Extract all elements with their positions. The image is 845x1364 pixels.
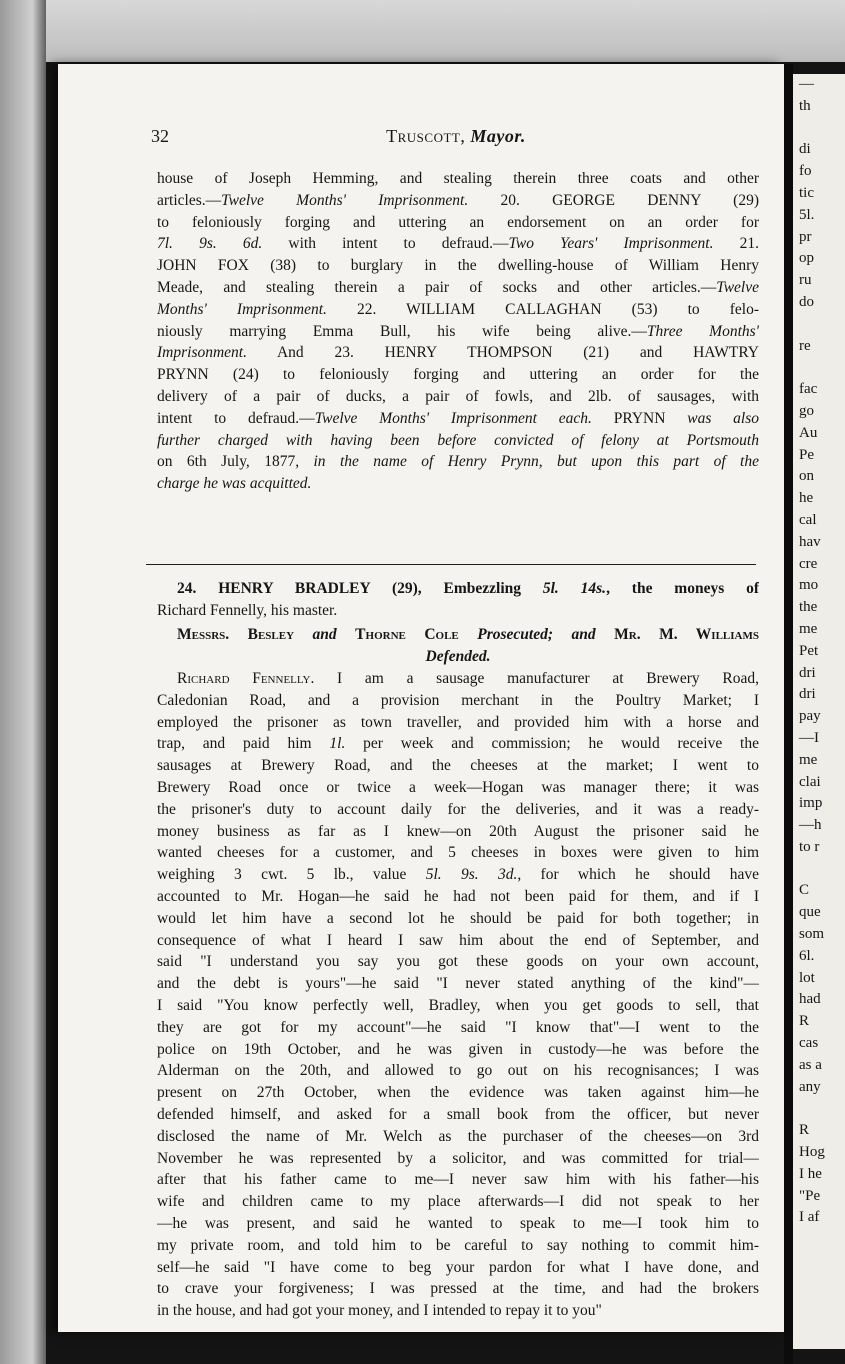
text-run: Twelve (716, 278, 759, 296)
facing-page-text-fragment: fac (799, 381, 818, 398)
facing-page-text-fragment: cre (799, 555, 818, 572)
facing-page-text-fragment (793, 357, 845, 379)
facing-page-text-fragment: the (799, 599, 818, 616)
testimony-line: employed the prisoner as town traveller, and provided him with a horse and (157, 713, 759, 731)
sentence-line (157, 233, 759, 255)
facing-page-text-fragment: had (799, 991, 821, 1008)
text-run: with intent to defraud.— (262, 235, 509, 253)
testimony-line: to crave your forgiveness; I was pressed at the time, and had the brokers (157, 1280, 759, 1298)
sentence-line (157, 321, 759, 343)
facing-page-text-fragment: cas (799, 1035, 819, 1052)
testimony-line: sausages at Brewery Road, and the cheeses at the market; I went to (157, 757, 759, 775)
facing-page-text-fragment: pay (799, 708, 821, 725)
facing-page-text-fragment: Hog (799, 1144, 825, 1161)
testimony-line: disclosed the name of Mr. Welch as the purchaser of the cheeses—on 3rd (157, 1127, 759, 1145)
sentence-line (157, 430, 759, 452)
testimony-line: they are got for my account"—he said "I know that"—I went to the (157, 1018, 759, 1036)
sentence-line (157, 342, 759, 364)
text-run: 5l. 14s. (542, 580, 607, 597)
testimony-line: November he was represented by a solicitor, and was committed for trial— (157, 1149, 759, 1167)
facing-page-text-fragment: imp (799, 795, 823, 812)
facing-page-text-fragment: me (799, 751, 818, 768)
sentence-line (157, 473, 759, 495)
facing-page-text-fragment: op (799, 250, 814, 267)
testimony-line: money business as far as I knew—on 20th August the prisoner said he (157, 822, 759, 840)
testimony-line: defended himself, and asked for a small book from the officer, but never (157, 1105, 759, 1123)
testimony-line: in the house, and had got your money, and I intended to repay it to you" (157, 1302, 602, 1320)
facing-page-text-fragment: as a (799, 1056, 822, 1073)
text-run: 21. (713, 235, 759, 253)
text-run: Imprisonment. (157, 344, 247, 362)
testimony-line: Caledonian Road, and a provision merchant in the Poultry Market; I (157, 691, 759, 709)
sentence-line (157, 451, 759, 473)
text-run: 5l. 9s. 3d. (425, 866, 518, 884)
running-head (151, 126, 761, 147)
testimony-line: —he was present, and said he wanted to speak to me—I took him to (157, 1214, 759, 1232)
facing-page-text-fragment: do (799, 293, 814, 310)
facing-page-text-fragment: clai (799, 773, 821, 790)
facing-page-text-fragment: to r (799, 838, 820, 855)
facing-page-text-fragment: go (799, 402, 814, 419)
testimony-line: my private room, and told him to be careful to say nothing to commit him- (157, 1236, 759, 1254)
scan-top-margin (0, 0, 845, 62)
facing-page-text-fragment: any (799, 1078, 821, 1095)
text-run: , for which he should have (517, 866, 759, 884)
text-run: 22. WILLIAM CALLAGHAN (53) to felo- (326, 300, 759, 318)
text-run: Prosecuted; and (458, 626, 615, 643)
text-run: 24. HENRY BRADLEY (29), Embezzling (177, 580, 543, 597)
text-run: intent to defraud.— (157, 409, 315, 427)
facing-page-text-fragment: som (799, 926, 825, 943)
counsel-line (157, 624, 759, 668)
facing-page-text-fragment (793, 314, 845, 336)
facing-page-text-fragment: on (799, 468, 814, 485)
text-run: was also (687, 409, 759, 427)
section-divider (146, 564, 756, 565)
sentence-line (157, 190, 759, 212)
facing-page-text-fragment: 6l. (799, 947, 815, 964)
text-run: articles.— (157, 191, 222, 209)
facing-page-text-fragment: Pe (799, 446, 814, 463)
text-run: Twelve Months' Imprisonment each. (314, 409, 592, 427)
case-title-line (157, 578, 759, 600)
facing-page-text-fragment: ru (799, 272, 812, 289)
text-run: on 6th July, 1877, (157, 453, 314, 471)
testimony-line (157, 668, 759, 690)
facing-page-text-fragment: R (799, 1013, 810, 1030)
facing-page-text-fragment: dri (799, 664, 816, 681)
text-run: Months' Imprisonment. (157, 300, 327, 318)
testimony-line: self—he said "I have come to beg your pardon for what I have done, and (157, 1258, 759, 1276)
facing-page-text-fragment (793, 859, 845, 881)
facing-page-text-fragment: — (799, 76, 814, 92)
text-run: in the name of Henry Prynn, but upon this part of the (313, 453, 759, 471)
text-run: And 23. HENRY THOMPSON (21) and HAWTRY (246, 344, 759, 362)
facing-page-text-fragment: cal (799, 511, 817, 528)
case-heading (157, 578, 759, 622)
testimony-paragraph (157, 668, 759, 1322)
facing-page-text-fragment: hav (799, 533, 821, 550)
testimony-line: police on 19th October, and he was given in custody—he was before the (157, 1040, 759, 1058)
text-run: 20. GEORGE DENNY (29) (468, 191, 759, 209)
sentence-line: to feloniously forging and uttering an endorsement on an order for (157, 213, 759, 231)
text-run: I am a sausage manufacturer at Brewery Road, (314, 670, 759, 687)
facing-page-text-fragment: mo (799, 577, 819, 594)
facing-page-text-fragment: I he (799, 1165, 822, 1182)
case-title-line: Richard Fennelly, his master. (157, 601, 338, 619)
testimony-line: would let him have a second lot he should be paid for both together; in (157, 909, 759, 927)
text-run: Two Years' Imprisonment. (508, 235, 714, 253)
testimony-line: wanted cheeses for a customer, and 5 cheeses in boxes were given to him (157, 844, 759, 862)
counsel-line-2: Defended. (425, 647, 491, 665)
facing-page-text-fragment: lot (799, 969, 815, 986)
text-run: Three Months' (646, 322, 759, 340)
facing-page-text-fragment: me (799, 620, 818, 637)
text-run: Twelve Months' Imprisonment. (221, 191, 469, 209)
facing-page-text-fragment: di (799, 141, 811, 158)
running-head-title: Mayor. (470, 126, 526, 146)
testimony-line: Brewery Road once or twice a week—Hogan was manager there; it was (157, 778, 759, 796)
sentence-line: house of Joseph Hemming, and stealing therein three coats and other (157, 170, 759, 187)
testimony-line: said "I understand you say you got these goods on your own account, (157, 953, 759, 971)
text-run: niously marrying Emma Bull, his wife being alive.— (157, 322, 647, 340)
text-run: Meade, and stealing therein a pair of socks and other articles.— (157, 278, 717, 296)
facing-page-text-fragment: C (799, 882, 810, 899)
facing-page-text-fragment: —I (799, 729, 819, 746)
facing-page-text-fragment: dri (799, 686, 816, 703)
facing-page-text-fragment: Pet (799, 642, 819, 659)
book-gutter (784, 64, 793, 1364)
facing-page-text-fragment: fo (799, 163, 812, 180)
testimony-line: after that his father came to me—I never saw him with his father—his (157, 1171, 759, 1189)
facing-page-text-fragment: 5l. (799, 206, 815, 223)
text-run: 7l. 9s. 6d. (157, 235, 263, 253)
testimony-line: wife and children came to my place afterwards—I did not speak to her (157, 1193, 759, 1211)
book-page (58, 64, 784, 1332)
facing-page-text-fragment: que (799, 904, 821, 921)
facing-page-fragment (793, 74, 845, 1349)
text-run: Mr. M. Williams (614, 626, 759, 643)
facing-page-text-fragment: th (799, 97, 811, 114)
facing-page-text-fragment: pr (799, 228, 812, 245)
sentence-line: PRYNN (24) to feloniously forging and uttering an order for the (157, 366, 759, 384)
text-run: PRYNN (591, 409, 688, 427)
sentence-line (157, 277, 759, 299)
sentences-paragraph (157, 168, 759, 495)
sentence-line (157, 299, 759, 321)
facing-page-text-fragment: —h (799, 817, 822, 834)
facing-page-text-fragment: "Pe (799, 1187, 821, 1204)
page-number: 32 (151, 126, 169, 146)
facing-page-text-fragment (793, 1098, 845, 1120)
sentence-line: JOHN FOX (38) to burglary in the dwelling-house of William Henry (157, 257, 759, 275)
facing-page-text-fragment: tic (799, 184, 814, 201)
facing-page-text-fragment (793, 118, 845, 140)
text-run: per week and commission; he would receive the (345, 735, 759, 753)
text-run: Thorne Cole (355, 626, 459, 643)
testimony-line (157, 733, 759, 755)
text-run: Messrs. Besley (177, 626, 295, 643)
testimony-line: present on 27th October, when the evidence was taken against him—he (157, 1084, 759, 1102)
sentence-line: delivery of a pair of ducks, a pair of fowls, and 2lb. of sausages, with (157, 387, 759, 405)
sentence-line (157, 408, 759, 430)
facing-page-text-fragment: R (799, 1122, 810, 1139)
text-run: weighing 3 cwt. 5 lb., value (157, 866, 426, 884)
page-header (151, 126, 761, 150)
text-run: trap, and paid him (157, 735, 330, 753)
facing-page-text-fragment: he (799, 490, 814, 507)
facing-page-text-fragment: I af (799, 1209, 820, 1226)
text-run: , the moneys of (606, 580, 759, 597)
counsel-line-1 (157, 624, 759, 646)
testimony-line: I said "You know perfectly well, Bradley, when you get goods to sell, that (157, 996, 759, 1014)
facing-page-text-fragment: re (799, 337, 811, 354)
testimony-line: Alderman on the 20th, and allowed to go out on his recognisances; I was (157, 1062, 759, 1080)
testimony-line: the prisoner's duty to account daily for the deliveries, and it was a ready- (157, 800, 759, 818)
testimony-line (157, 864, 759, 886)
running-head-name: Truscott, (386, 126, 466, 146)
text-run: and (294, 626, 356, 643)
testimony-line: accounted to Mr. Hogan—he said he had not been paid for them, and if I (157, 887, 759, 905)
facing-page-text-fragment: Au (799, 424, 818, 441)
testimony-line: consequence of what I heard I saw him about the end of September, and (157, 931, 759, 949)
testimony-line: and the debt is yours"—he said "I never stated anything of the kind"— (157, 975, 759, 993)
text-run: 1l. (329, 735, 346, 753)
text-run: charge he was acquitted. (157, 475, 312, 493)
book-left-edge (0, 0, 46, 1364)
text-run: further charged with having been before convicted of felony at Portsmouth (157, 431, 759, 449)
text-run: Richard Fennelly. (177, 670, 315, 687)
